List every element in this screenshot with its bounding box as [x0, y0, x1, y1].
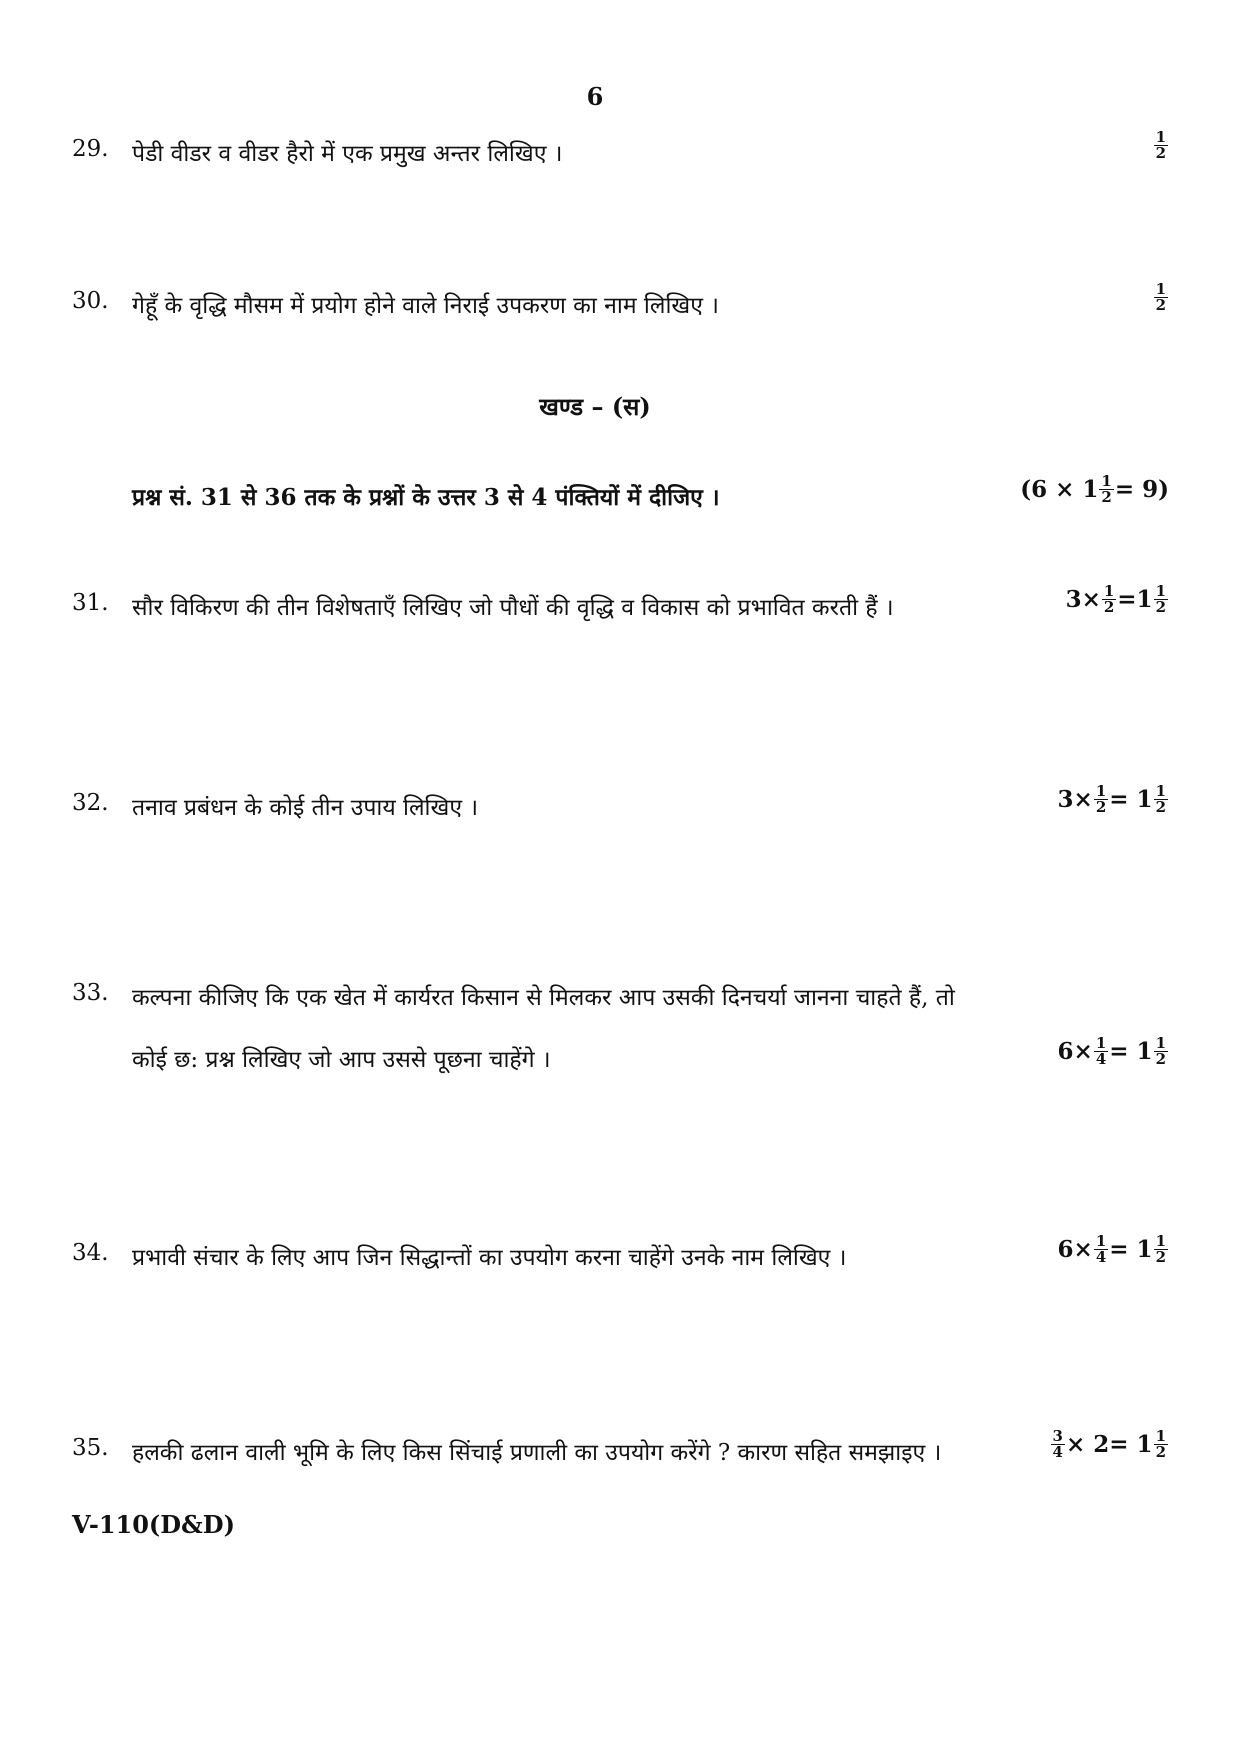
frac-den: 4	[1052, 1443, 1063, 1461]
frac-den: 2	[1155, 798, 1166, 816]
frac-den: 2	[1155, 1248, 1166, 1266]
question-text: गेहूँ के वृद्धि मौसम में प्रयोग होने वाले निराई उपकरण का नाम लिखिए ।	[132, 293, 719, 319]
question-number: 30.	[72, 288, 109, 314]
marks-prefix: (6 × 1	[1020, 476, 1099, 503]
question-marks	[1153, 130, 1169, 161]
frac-num: 1	[1155, 1232, 1166, 1250]
frac-num: 1	[1155, 280, 1166, 298]
question-number: 29.	[72, 136, 109, 162]
frac-den: 2	[1155, 296, 1166, 314]
marks-equals: =1	[1117, 586, 1153, 613]
marks-multiplier: 3×	[1057, 786, 1093, 813]
question-number: 33.	[72, 980, 109, 1006]
question-number: 32.	[72, 790, 109, 816]
frac-den: 2	[1155, 144, 1166, 162]
question-text: कल्पना कीजिए कि एक खेत में कार्यरत किसान से मिलकर आप उसकी दिनचर्या जानना चाहते हैं, तो	[132, 985, 955, 1011]
frac-num: 1	[1101, 472, 1112, 490]
question-text-line-2: कोई छ: प्रश्न लिखिए जो आप उससे पूछना चाहेंगे ।	[132, 1047, 551, 1073]
frac-den: 2	[1095, 798, 1107, 816]
frac-den: 2	[1103, 598, 1115, 616]
question-marks	[1050, 1429, 1169, 1460]
question-text: पेडी वीडर व वीडर हैरो में एक प्रमुख अन्तर लिखिए ।	[132, 141, 563, 167]
frac-den: 2	[1155, 598, 1166, 616]
frac-num: 1	[1095, 1232, 1107, 1250]
frac-num: 1	[1155, 1427, 1166, 1445]
frac-num: 3	[1052, 1427, 1063, 1445]
frac-den: 4	[1095, 1248, 1107, 1266]
question-marks	[1058, 1036, 1169, 1067]
marks-suffix: = 9)	[1114, 476, 1169, 503]
section-total-marks	[1020, 474, 1169, 505]
frac-num: 1	[1155, 782, 1166, 800]
question-number: 34.	[72, 1240, 109, 1266]
section-title: खण्ड – (स)	[539, 392, 651, 421]
question-text: तनाव प्रबंधन के कोई तीन उपाय लिखिए ।	[132, 795, 479, 821]
frac-den: 4	[1095, 1050, 1107, 1068]
frac-num: 1	[1103, 582, 1115, 600]
marks-equals: = 1	[1109, 1236, 1153, 1263]
frac-num: 1	[1095, 1034, 1107, 1052]
question-number: 31.	[72, 590, 109, 616]
frac-num: 1	[1155, 128, 1166, 146]
frac-den: 2	[1155, 1050, 1166, 1068]
question-text: प्रभावी संचार के लिए आप जिन सिद्धान्तों का उपयोग करना चाहेंगे उनके नाम लिखिए ।	[132, 1245, 847, 1271]
frac-num: 1	[1155, 582, 1166, 600]
frac-den: 2	[1101, 488, 1112, 506]
question-marks	[1153, 282, 1169, 313]
page-number: 6	[586, 82, 604, 111]
frac-den: 2	[1155, 1443, 1166, 1461]
marks-equals: = 1	[1109, 1038, 1153, 1065]
marks-equals: = 1	[1109, 786, 1153, 813]
question-text: सौर विकिरण की तीन विशेषताएँ लिखिए जो पौधों की वृद्धि व विकास को प्रभावित करती हैं ।	[132, 595, 894, 621]
section-instruction: प्रश्न सं. 31 से 36 तक के प्रश्नों के उत्तर 3 से 4 पंक्तियों में दीजिए ।	[132, 484, 720, 511]
question-text: हलकी ढलान वाली भूमि के लिए किस सिंचाई प्रणाली का उपयोग करेंगे ? कारण सहित समझाइए ।	[132, 1440, 942, 1466]
frac-num: 1	[1155, 1034, 1166, 1052]
question-marks	[1066, 584, 1169, 615]
paper-code: V-110(D&D)	[72, 1510, 235, 1539]
marks-multiplier: 6×	[1057, 1038, 1093, 1065]
marks-multiplier: × 2	[1065, 1431, 1110, 1458]
question-marks	[1058, 784, 1169, 815]
marks-multiplier: 6×	[1057, 1236, 1093, 1263]
marks-equals: = 1	[1109, 1431, 1153, 1458]
frac-num: 1	[1095, 782, 1107, 800]
question-number: 35.	[72, 1435, 109, 1461]
marks-multiplier: 3×	[1065, 586, 1101, 613]
question-marks	[1058, 1234, 1169, 1265]
